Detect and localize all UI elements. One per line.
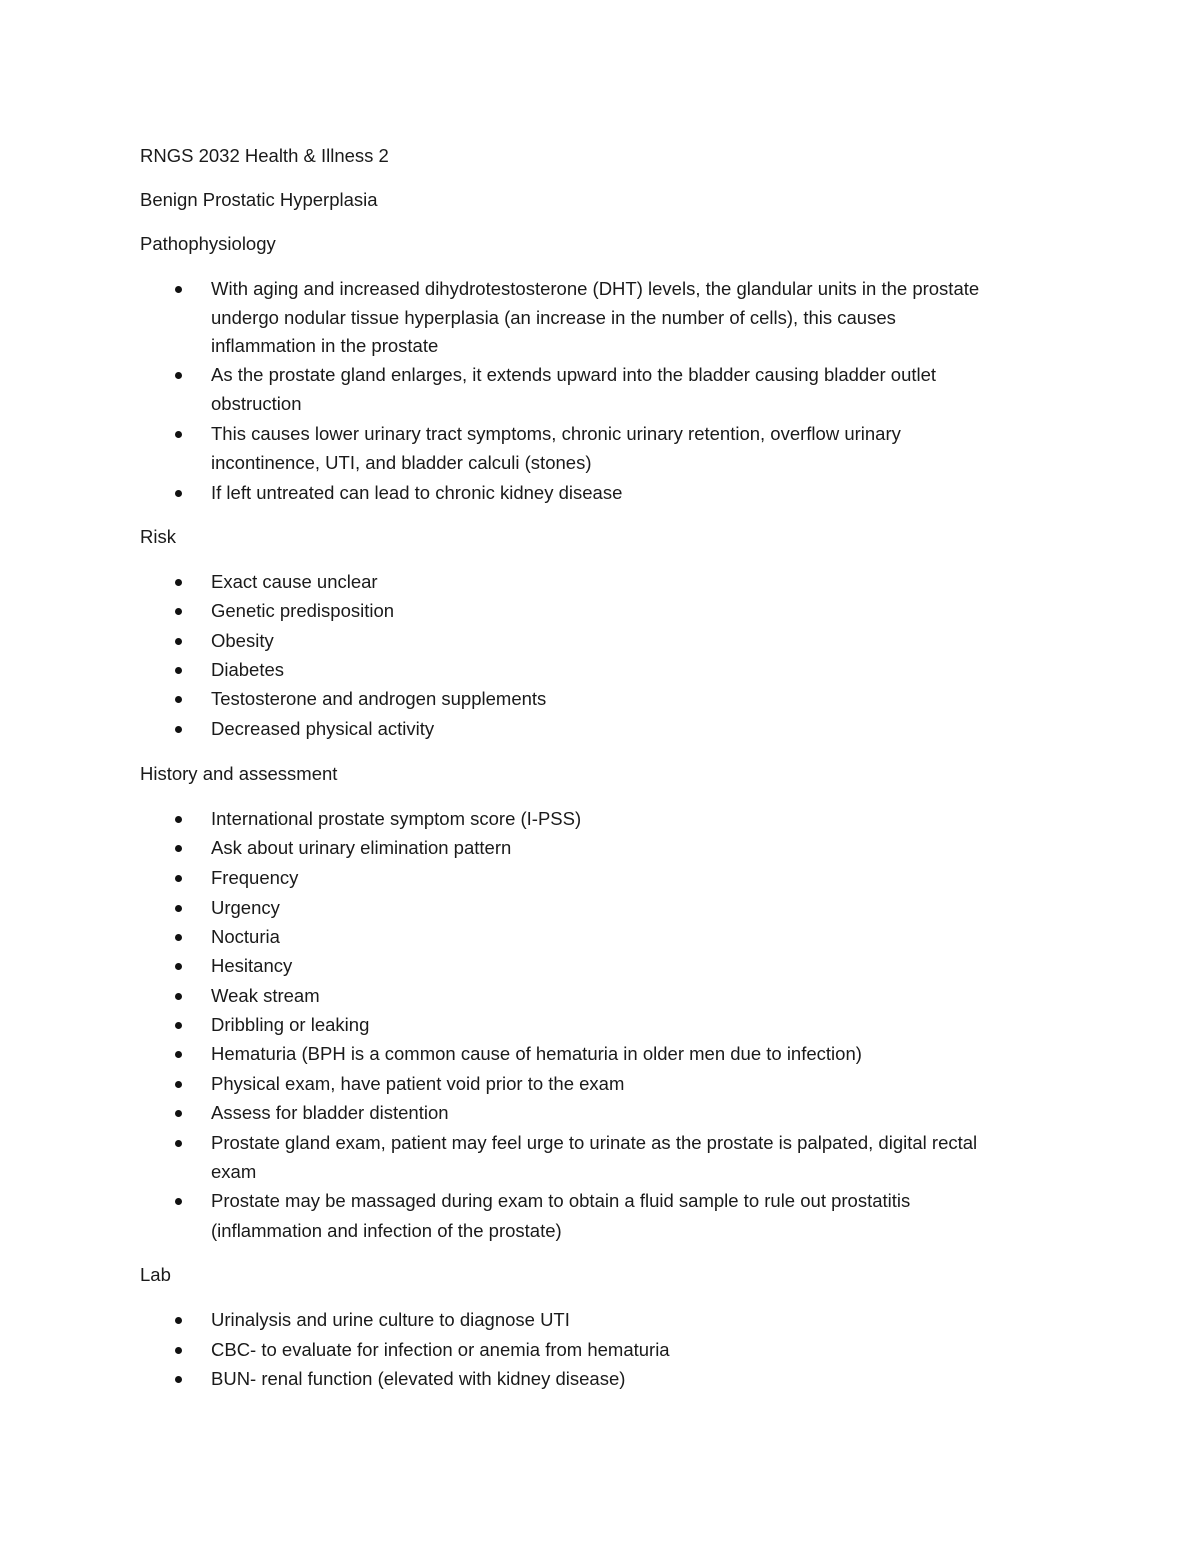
list-item: Decreased physical activity xyxy=(211,718,435,739)
bullet-icon xyxy=(175,1367,185,1377)
bullet-icon xyxy=(175,1189,185,1199)
bullet-icon xyxy=(175,1131,185,1141)
list-item: Prostate gland exam, patient may feel urge to urinate as the prostate is palpated, digital rectal xyxy=(211,1132,978,1153)
list-item-continuation: incontinence, UTI, and bladder calculi (stones) xyxy=(211,452,592,473)
list-item: Diabetes xyxy=(211,659,285,680)
list-item: International prostate symptom score (I-PSS) xyxy=(211,808,582,829)
list-item: Ask about urinary elimination pattern xyxy=(211,837,512,858)
list-item: Urgency xyxy=(211,897,280,918)
bullet-icon xyxy=(175,481,185,491)
bullet-icon xyxy=(175,277,185,287)
course-title: RNGS 2032 Health & Illness 2 xyxy=(140,145,389,166)
list-item: Dribbling or leaking xyxy=(211,1014,370,1035)
list-item: Testosterone and androgen supplements xyxy=(211,688,547,709)
bullet-icon xyxy=(175,1013,185,1023)
list-item: Physical exam, have patient void prior to the exam xyxy=(211,1073,625,1094)
bullet-icon xyxy=(175,629,185,639)
list-item: Nocturia xyxy=(211,926,280,947)
bullet-icon xyxy=(175,717,185,727)
bullet-icon xyxy=(175,1042,185,1052)
bullet-icon xyxy=(175,658,185,668)
bullet-icon xyxy=(175,1308,185,1318)
bullet-icon xyxy=(175,896,185,906)
section-heading-lab: Lab xyxy=(140,1264,171,1285)
bullet-icon xyxy=(175,422,185,432)
bullet-icon xyxy=(175,1101,185,1111)
list-item-continuation: inflammation in the prostate xyxy=(211,335,439,356)
list-item: Urinalysis and urine culture to diagnose UTI xyxy=(211,1309,570,1330)
bullet-icon xyxy=(175,687,185,697)
list-item: CBC- to evaluate for infection or anemia from hematuria xyxy=(211,1339,670,1360)
bullet-icon xyxy=(175,1072,185,1082)
bullet-icon xyxy=(175,363,185,373)
list-item: With aging and increased dihydrotestosterone (DHT) levels, the glandular units in the prostate xyxy=(211,278,980,299)
bullet-icon xyxy=(175,984,185,994)
section-heading-history: History and assessment xyxy=(140,763,338,784)
list-item: Weak stream xyxy=(211,985,320,1006)
list-item: Assess for bladder distention xyxy=(211,1102,449,1123)
bullet-icon xyxy=(175,807,185,817)
list-item: Hesitancy xyxy=(211,955,293,976)
list-item-continuation: exam xyxy=(211,1161,257,1182)
bullet-icon xyxy=(175,866,185,876)
list-item: Exact cause unclear xyxy=(211,571,378,592)
list-item: Frequency xyxy=(211,867,299,888)
list-item: As the prostate gland enlarges, it extends upward into the bladder causing bladder outlet xyxy=(211,364,937,385)
bullet-icon xyxy=(175,836,185,846)
list-item: This causes lower urinary tract symptoms, chronic urinary retention, overflow urinary xyxy=(211,423,901,444)
bullet-icon xyxy=(175,570,185,580)
list-item-continuation: obstruction xyxy=(211,393,302,414)
section-heading-risk: Risk xyxy=(140,526,176,547)
list-item: Obesity xyxy=(211,630,274,651)
bullet-icon xyxy=(175,954,185,964)
list-item: BUN- renal function (elevated with kidney disease) xyxy=(211,1368,626,1389)
list-item-continuation: undergo nodular tissue hyperplasia (an increase in the number of cells), this causes xyxy=(211,307,896,328)
list-item: Prostate may be massaged during exam to obtain a fluid sample to rule out prostatitis xyxy=(211,1190,911,1211)
topic-title: Benign Prostatic Hyperplasia xyxy=(140,189,378,210)
list-item: Hematuria (BPH is a common cause of hematuria in older men due to infection) xyxy=(211,1043,862,1064)
section-heading-pathophysiology: Pathophysiology xyxy=(140,233,276,254)
bullet-icon xyxy=(175,925,185,935)
bullet-icon xyxy=(175,1338,185,1348)
list-item: If left untreated can lead to chronic kidney disease xyxy=(211,482,623,503)
bullet-icon xyxy=(175,599,185,609)
list-item-continuation: (inflammation and infection of the prostate) xyxy=(211,1220,562,1241)
list-item: Genetic predisposition xyxy=(211,600,395,621)
